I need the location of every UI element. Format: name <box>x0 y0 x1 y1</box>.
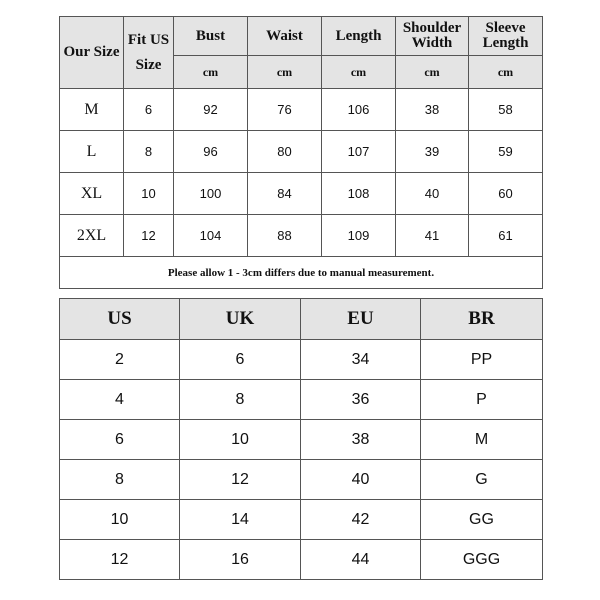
header-shoulder-line1: Shoulder <box>402 20 462 36</box>
header-length: Length <box>322 17 396 56</box>
table-cell: 12 <box>124 215 174 257</box>
table-cell: 40 <box>301 460 421 500</box>
table-cell: 10 <box>180 420 301 460</box>
header-sleeve-line2: Length <box>482 35 529 51</box>
header-fit-us-line1: Fit US <box>127 31 170 48</box>
table-cell: M <box>421 420 543 460</box>
table-cell: 59 <box>469 131 543 173</box>
table-row <box>60 131 543 173</box>
table-cell: 40 <box>396 173 469 215</box>
table-row <box>60 215 543 257</box>
table-cell: 104 <box>174 215 248 257</box>
table-cell: PP <box>421 340 543 380</box>
table-row <box>60 89 543 131</box>
table-cell: L <box>60 131 124 173</box>
table-cell: 34 <box>301 340 421 380</box>
header-fit-us-size <box>124 17 174 89</box>
table-cell: 10 <box>60 500 180 540</box>
table-cell: 80 <box>248 131 322 173</box>
table-cell: 6 <box>124 89 174 131</box>
table-cell: 92 <box>174 89 248 131</box>
table-cell: 100 <box>174 173 248 215</box>
table-cell: 38 <box>396 89 469 131</box>
table-cell: M <box>60 89 124 131</box>
table-cell: 38 <box>301 420 421 460</box>
table-cell: 108 <box>322 173 396 215</box>
table-cell: 2XL <box>60 215 124 257</box>
table-row <box>60 500 543 540</box>
table-cell: 106 <box>322 89 396 131</box>
unit-bust: cm <box>174 56 248 89</box>
table-cell: 4 <box>60 380 180 420</box>
table-cell: 10 <box>124 173 174 215</box>
header-bust: Bust <box>174 17 248 56</box>
table-cell: 41 <box>396 215 469 257</box>
table-cell: 39 <box>396 131 469 173</box>
table-row <box>60 173 543 215</box>
table-cell: 61 <box>469 215 543 257</box>
header-sleeve-line1: Sleeve <box>485 20 526 36</box>
table-cell: 44 <box>301 540 421 580</box>
header-sleeve-length <box>469 17 543 56</box>
table-cell: 36 <box>301 380 421 420</box>
unit-sleeve: cm <box>469 56 543 89</box>
table-cell: 58 <box>469 89 543 131</box>
header-fit-us-line2: Size <box>135 56 162 73</box>
table-cell: 8 <box>60 460 180 500</box>
header-waist: Waist <box>248 17 322 56</box>
header-br: BR <box>421 299 543 340</box>
table-cell: GG <box>421 500 543 540</box>
header-uk: UK <box>180 299 301 340</box>
table-cell: G <box>421 460 543 500</box>
measurement-table <box>59 16 543 289</box>
table-cell: 84 <box>248 173 322 215</box>
table-cell: 42 <box>301 500 421 540</box>
table-cell: 12 <box>60 540 180 580</box>
table-cell: 109 <box>322 215 396 257</box>
table-row <box>60 420 543 460</box>
table-cell: XL <box>60 173 124 215</box>
table-cell: 12 <box>180 460 301 500</box>
unit-shoulder: cm <box>396 56 469 89</box>
measurement-note: Please allow 1 - 3cm differs due to manual measurement. <box>60 257 543 289</box>
table-cell: 6 <box>180 340 301 380</box>
table-cell: 96 <box>174 131 248 173</box>
header-our-size: Our Size <box>60 17 124 89</box>
table-row <box>60 340 543 380</box>
header-shoulder-width <box>396 17 469 56</box>
header-eu: EU <box>301 299 421 340</box>
table-row <box>60 540 543 580</box>
table-row <box>60 460 543 500</box>
unit-length: cm <box>322 56 396 89</box>
size-conversion-table <box>59 298 543 580</box>
table-cell: 88 <box>248 215 322 257</box>
unit-waist: cm <box>248 56 322 89</box>
table-cell: 14 <box>180 500 301 540</box>
header-shoulder-line2: Width <box>411 35 453 51</box>
table-cell: P <box>421 380 543 420</box>
table-cell: 8 <box>124 131 174 173</box>
table-cell: 60 <box>469 173 543 215</box>
header-us: US <box>60 299 180 340</box>
table-cell: 76 <box>248 89 322 131</box>
table-cell: GGG <box>421 540 543 580</box>
table-row <box>60 380 543 420</box>
table-cell: 107 <box>322 131 396 173</box>
table-cell: 16 <box>180 540 301 580</box>
table-cell: 2 <box>60 340 180 380</box>
table-cell: 6 <box>60 420 180 460</box>
table-cell: 8 <box>180 380 301 420</box>
